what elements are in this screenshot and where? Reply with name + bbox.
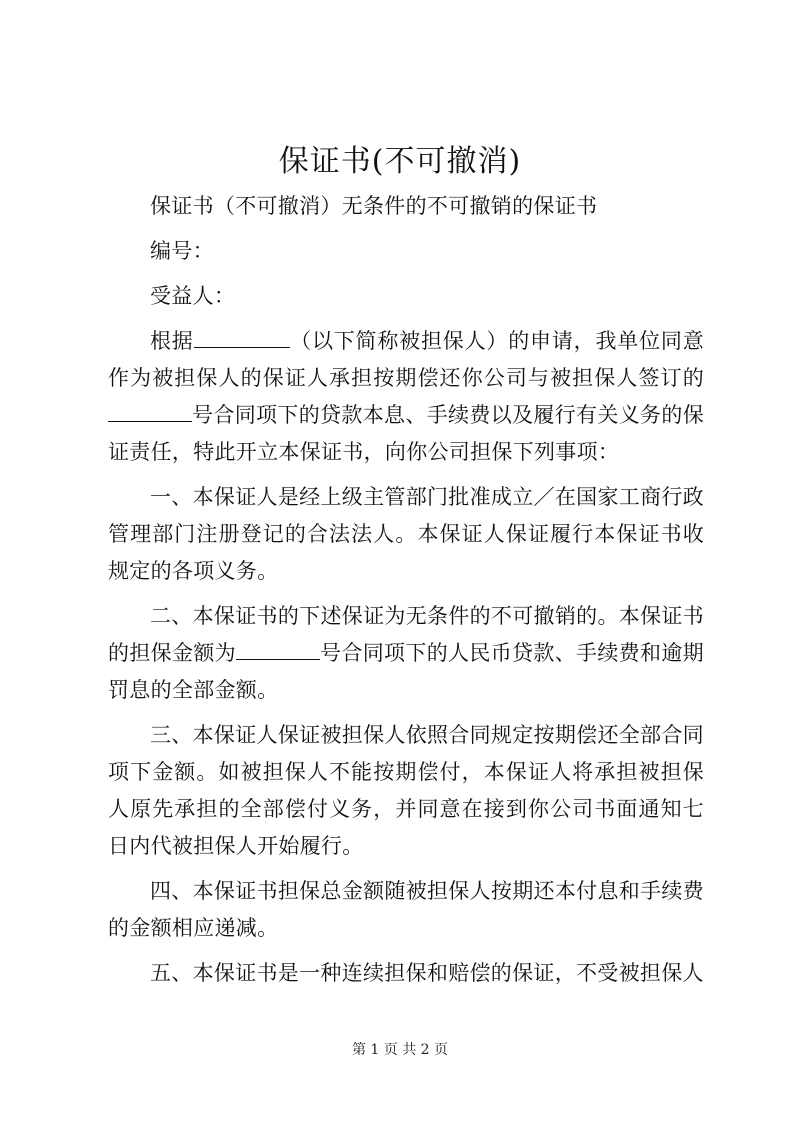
clause-two-part-b: 号合同项下的人民币贷款、手续费和逾期罚息的全部金额。 — [108, 641, 704, 702]
document-body — [108, 188, 704, 1000]
clause-three: 三、本保证人保证被担保人依照合同规定按期偿还全部合同项下金额。如被担保人不能按期偿付，本保证人将承担被担保人原先承担的全部偿付义务，并同意在接到你公司书面通知七日内代被担保人开始履行。 — [108, 723, 704, 858]
page-footer: 第 1 页 共 2 页 — [351, 1042, 449, 1058]
clause-four: 四、本保证书担保总金额随被担保人按期还本付息和手续费的金额相应递减。 — [108, 879, 704, 940]
paragraph-application-part-b: （以下简称被担保人）的申请，我单位同意作为被担保人的保证人承担按期偿还你公司与被担保人签订的 — [108, 329, 704, 390]
clause-two — [108, 598, 704, 709]
paragraph-application-part-c: 号合同项下的贷款本息、手续费以及履行有关义务的保证责任，特此开立本保证书，向你公司担保下列事项： — [108, 403, 704, 464]
document-title: 保证书(不可撤消) — [278, 144, 522, 179]
blank-guarantee-amount — [236, 639, 320, 660]
beneficiary-label: 受益人： — [150, 284, 236, 308]
number-label: 编号： — [150, 239, 214, 263]
subtitle-line: 保证书（不可撤消）无条件的不可撤销的保证书 — [150, 194, 598, 218]
blank-contract-number — [108, 401, 192, 422]
clause-five: 五、本保证书是一种连续担保和赔偿的保证，不受被担保人 — [150, 961, 704, 985]
paragraph-application — [108, 323, 704, 471]
paragraph-application-part-a: 根据 — [150, 329, 194, 353]
blank-applicant — [194, 327, 290, 348]
clause-one: 一、本保证人是经上级主管部门批准成立／在国家工商行政管理部门注册登记的合法法人。本保证人保证履行本保证书收规定的各项义务。 — [108, 485, 704, 583]
clause-two-part-a: 二、本保证书的下述保证为无条件的不可撤销的。本保证书的担保金额为 — [108, 604, 704, 665]
